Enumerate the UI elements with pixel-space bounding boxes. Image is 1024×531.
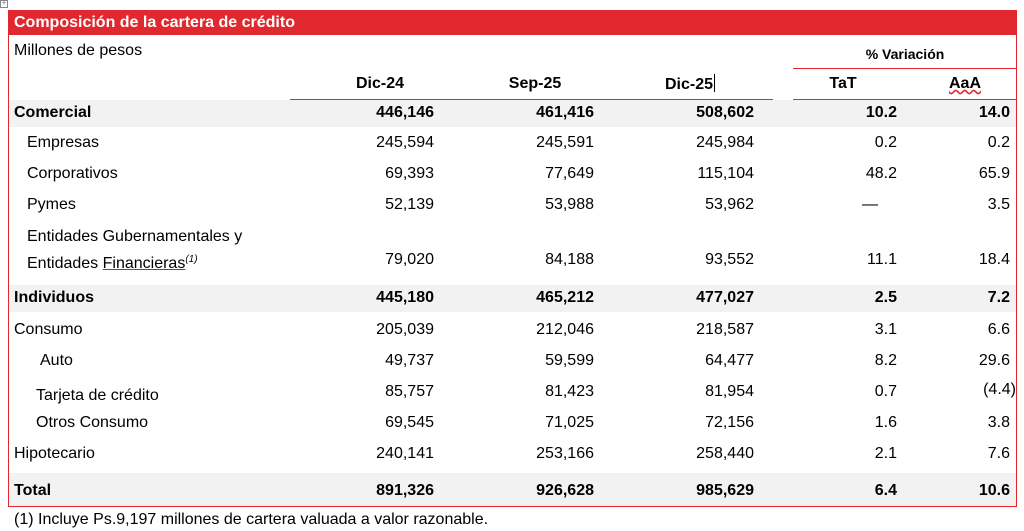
col-header-sep25: Sep-25: [508, 75, 562, 92]
cell-dic24: 49,737: [385, 352, 434, 369]
cell-sep25: 926,628: [536, 482, 594, 499]
cell-aaa: 0.2: [987, 134, 1010, 151]
cell-dic25: 72,156: [705, 414, 754, 431]
cell-tat: —: [862, 196, 878, 213]
variation-divider: [793, 68, 1017, 69]
cell-aaa: 29.6: [978, 352, 1010, 369]
col-header-aaa: AaA: [948, 75, 981, 92]
cell-dic25: 93,552: [705, 251, 754, 268]
cell-tat: 2.5: [874, 289, 897, 306]
cell-dic24: 445,180: [376, 289, 434, 306]
cell-dic24: 69,545: [385, 414, 434, 431]
col-header-dic25[interactable]: Dic-25: [665, 76, 714, 93]
row-label: Empresas: [27, 134, 100, 151]
cell-dic25: 115,104: [697, 165, 754, 182]
cell-aaa: 7.2: [987, 289, 1010, 306]
row-label: Individuos: [14, 289, 94, 306]
cell-dic24: 85,757: [385, 383, 434, 400]
cell-tat: 10.2: [865, 104, 897, 121]
footnote: (1) Incluye Ps.9,197 millones de cartera valuada a valor razonable.: [14, 511, 489, 528]
cell-dic25: 508,602: [696, 104, 754, 121]
cell-aaa: 3.8: [987, 414, 1010, 431]
cell-dic25: 81,954: [705, 383, 754, 400]
cell-sep25: 245,591: [536, 134, 594, 151]
row-label: Total: [14, 482, 52, 499]
cell-sep25: 53,988: [545, 196, 594, 213]
cell-dic24: 69,393: [385, 165, 434, 182]
cell-aaa: 3.5: [987, 196, 1010, 213]
cell-aaa: (4.4): [983, 381, 1016, 398]
col-header-dic24: Dic-24: [355, 75, 405, 92]
cell-dic24: 891,326: [376, 482, 434, 499]
row-label: Pymes: [27, 196, 76, 213]
row-label: Comercial: [14, 104, 92, 121]
row-label: Consumo: [14, 321, 83, 338]
cell-aaa: 65.9: [978, 165, 1010, 182]
cell-tat: 2.1: [874, 445, 897, 462]
cell-aaa: 18.4: [978, 251, 1010, 268]
cell-tat: 0.2: [874, 134, 897, 151]
table-title: Composición de la cartera de crédito: [8, 10, 1017, 35]
col-header-tat: TaT: [829, 75, 857, 92]
cell-tat: 8.2: [874, 352, 897, 369]
cell-dic24: 245,594: [376, 134, 434, 151]
cell-dic24: 52,139: [385, 196, 434, 213]
cell-tat: 3.1: [874, 321, 897, 338]
cell-sep25: 253,166: [536, 445, 594, 462]
cell-dic25: 218,587: [696, 321, 754, 338]
cell-sep25: 212,046: [536, 321, 594, 338]
cell-aaa: 10.6: [978, 482, 1010, 499]
cell-sep25: 461,416: [536, 104, 594, 121]
variation-header: % Variación: [865, 46, 945, 62]
row-label: Tarjeta de crédito: [36, 387, 159, 404]
cell-dic25: 245,984: [696, 134, 754, 151]
cell-dic24: 79,020: [385, 251, 434, 268]
cell-dic24: 446,146: [376, 104, 434, 121]
text-cursor: [714, 74, 715, 92]
cell-aaa: 6.6: [987, 321, 1010, 338]
cell-aaa: 7.6: [987, 445, 1010, 462]
row-label: Otros Consumo: [36, 414, 149, 431]
cell-sep25: 59,599: [545, 352, 594, 369]
footnote-ref: (1): [185, 254, 198, 265]
cell-sep25: 77,649: [545, 165, 594, 182]
cell-aaa: 14.0: [978, 104, 1010, 121]
cell-sep25: 84,188: [545, 251, 594, 268]
row-label: Corporativos: [27, 165, 118, 182]
cell-tat: 1.6: [874, 414, 897, 431]
cell-dic24: 240,141: [376, 445, 434, 462]
cell-sep25: 71,025: [545, 414, 594, 431]
row-label: Auto: [40, 352, 73, 369]
cell-dic25: 53,962: [705, 196, 754, 213]
cell-tat: 6.4: [874, 482, 897, 499]
cell-sep25: 465,212: [536, 289, 594, 306]
cell-dic25: 258,440: [696, 445, 754, 462]
table-move-handle[interactable]: +: [1, 0, 7, 7]
cell-dic25: 477,027: [696, 289, 754, 306]
row-label: Hipotecario: [14, 445, 95, 462]
units-label: Millones de pesos: [14, 42, 143, 59]
cell-dic24: 205,039: [376, 321, 434, 338]
cell-sep25: 81,423: [545, 383, 594, 400]
cell-tat: 0.7: [874, 383, 897, 400]
row-label-line2: Entidades Financieras$^{(1)}$: [27, 254, 198, 272]
cell-tat: 11.1: [867, 251, 897, 268]
cell-tat: 48.2: [865, 165, 897, 182]
financieras-word: Financieras: [102, 255, 186, 272]
cell-dic25: 64,477: [705, 352, 754, 369]
cell-dic25: 985,629: [696, 482, 754, 499]
row-label-line1: Entidades Gubernamentales y: [27, 228, 243, 245]
